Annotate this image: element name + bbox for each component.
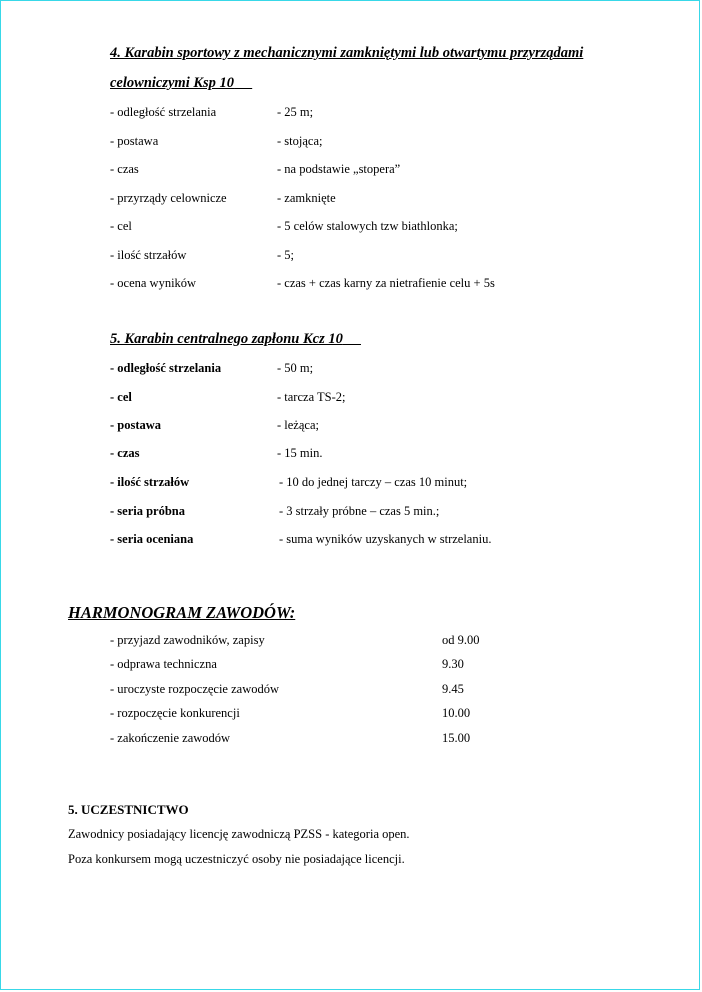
harmonogram-title: HARMONOGRAM ZAWODÓW: bbox=[68, 603, 296, 622]
schedule-item: - odprawa techniczna bbox=[110, 657, 217, 671]
section5-row-label: - odległość strzelania bbox=[110, 361, 222, 375]
section4-row-label: - czas bbox=[110, 162, 139, 176]
section5-row-label: - czas bbox=[110, 446, 140, 460]
schedule-item: - rozpoczęcie konkurencji bbox=[110, 706, 240, 720]
section4-row-value: - 5 celów stalowych tzw biathlonka; bbox=[277, 219, 458, 233]
section4-row-label: - cel bbox=[110, 219, 132, 233]
section4-row-value: - 5; bbox=[277, 248, 295, 262]
section5-row-label: - seria oceniana bbox=[110, 532, 194, 546]
section4-row-label: - ilość strzałów bbox=[110, 248, 187, 262]
section4-row-value: - zamknięte bbox=[277, 191, 336, 205]
section4-row-label: - postawa bbox=[110, 134, 159, 148]
uczestnictwo-title: 5. UCZESTNICTWO bbox=[68, 802, 189, 817]
section5-row-value: - 15 min. bbox=[277, 446, 323, 460]
schedule-time: 10.00 bbox=[442, 706, 471, 720]
section4-row-value: - na podstawie „stopera” bbox=[277, 162, 401, 176]
section5-row-label: - postawa bbox=[110, 418, 162, 432]
uczestnictwo-line: Zawodnicy posiadający licencję zawodniczą PZSS - kategoria open. bbox=[68, 827, 410, 841]
schedule-item: - przyjazd zawodników, zapisy bbox=[110, 633, 265, 647]
schedule-item: - uroczyste rozpoczęcie zawodów bbox=[110, 682, 280, 696]
section4-row-value: - 25 m; bbox=[277, 105, 314, 119]
section4-row-value: - stojąca; bbox=[277, 134, 323, 148]
section5-row-value: - 10 do jednej tarczy – czas 10 minut; bbox=[279, 475, 468, 489]
section4-title-line1: 4. Karabin sportowy z mechanicznymi zamkniętymi lub otwartymu przyrządami bbox=[110, 45, 584, 61]
section5-row-value: - leżąca; bbox=[277, 418, 319, 432]
schedule-time: 9.45 bbox=[442, 682, 464, 696]
section4-row-label: - ocena wyników bbox=[110, 276, 197, 290]
section5-row-value: - tarcza TS-2; bbox=[277, 390, 346, 404]
section5-row-value: - 3 strzały próbne – czas 5 min.; bbox=[279, 504, 440, 518]
section5-row-value: - 50 m; bbox=[277, 361, 314, 375]
section5-row-value: - suma wyników uzyskanych w strzelaniu. bbox=[279, 532, 492, 546]
section5-title: 5. Karabin centralnego zapłonu Kcz 10 bbox=[110, 331, 343, 347]
section5-row-label: - seria próbna bbox=[110, 504, 185, 518]
section5-row-label: - cel bbox=[110, 390, 132, 404]
schedule-item: - zakończenie zawodów bbox=[110, 731, 231, 745]
section4-row-value: - czas + czas karny za nietrafienie celu + 5s bbox=[277, 276, 495, 290]
schedule-time: 15.00 bbox=[442, 731, 471, 745]
schedule-time: od 9.00 bbox=[442, 633, 480, 647]
section5-row-label: - ilość strzałów bbox=[110, 475, 190, 489]
section4-title-line2: celowniczymi Ksp 10 bbox=[110, 75, 235, 91]
section4-row-label: - przyrządy celownicze bbox=[110, 191, 227, 205]
uczestnictwo-line: Poza konkursem mogą uczestniczyć osoby nie posiadające licencji. bbox=[68, 852, 405, 866]
section4-row-label: - odległość strzelania bbox=[110, 105, 217, 119]
schedule-time: 9.30 bbox=[442, 657, 464, 671]
